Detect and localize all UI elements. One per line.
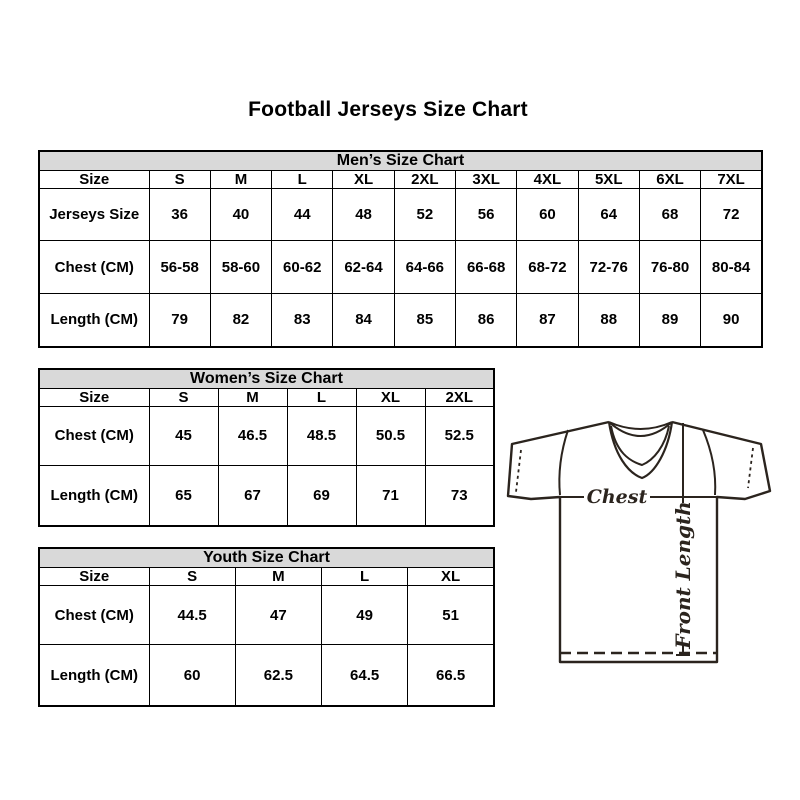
- table-row: [39, 586, 494, 645]
- value-cell: 45: [149, 407, 218, 466]
- value-cell: 66-68: [455, 241, 516, 293]
- value-cell: 47: [235, 586, 321, 645]
- size-column-header: 2XL: [394, 171, 455, 189]
- value-cell: 64: [578, 189, 639, 241]
- table-row: [39, 645, 494, 706]
- page-title: Football Jerseys Size Chart: [248, 98, 528, 121]
- value-cell: 64.5: [322, 645, 408, 706]
- value-cell: 44: [272, 189, 333, 241]
- row-label-cell: Length (CM): [39, 645, 149, 706]
- size-column-header: S: [149, 568, 235, 586]
- table-row: [39, 293, 762, 347]
- value-cell: 48: [333, 189, 394, 241]
- table-row: [39, 189, 762, 241]
- value-cell: 62.5: [235, 645, 321, 706]
- size-column-header: L: [272, 171, 333, 189]
- value-cell: 84: [333, 293, 394, 347]
- row-label-cell: Jerseys Size: [39, 189, 149, 241]
- value-cell: 73: [425, 465, 494, 526]
- value-cell: 50.5: [356, 407, 425, 466]
- value-cell: 80-84: [701, 241, 762, 293]
- value-cell: 52.5: [425, 407, 494, 466]
- value-cell: 48.5: [287, 407, 356, 466]
- row-label-cell: Chest (CM): [39, 407, 149, 466]
- value-cell: 87: [517, 293, 578, 347]
- value-cell: 58-60: [210, 241, 271, 293]
- row-label-cell: Chest (CM): [39, 241, 149, 293]
- row-label-cell: Chest (CM): [39, 586, 149, 645]
- mens-size-chart-table: [38, 150, 763, 348]
- value-cell: 60: [517, 189, 578, 241]
- table-title: Youth Size Chart: [39, 548, 494, 568]
- size-column-header: 4XL: [517, 171, 578, 189]
- chest-label: Chest: [586, 486, 648, 508]
- size-column-header: 2XL: [425, 389, 494, 407]
- value-cell: 49: [322, 586, 408, 645]
- size-column-header: 6XL: [639, 171, 700, 189]
- size-column-header: S: [149, 171, 210, 189]
- size-column-header: 3XL: [455, 171, 516, 189]
- size-column-header: L: [287, 389, 356, 407]
- youth-size-chart-table: [38, 547, 495, 707]
- size-column-header: XL: [356, 389, 425, 407]
- value-cell: 82: [210, 293, 271, 347]
- jersey-outline: [508, 422, 770, 662]
- size-column-header: L: [322, 568, 408, 586]
- value-cell: 60-62: [272, 241, 333, 293]
- size-column-header: 5XL: [578, 171, 639, 189]
- size-column-header: 7XL: [701, 171, 762, 189]
- size-column-header: XL: [333, 171, 394, 189]
- value-cell: 72: [701, 189, 762, 241]
- table-row: [39, 465, 494, 526]
- value-cell: 83: [272, 293, 333, 347]
- value-cell: 68: [639, 189, 700, 241]
- value-cell: 56-58: [149, 241, 210, 293]
- column-header-row: [39, 171, 762, 189]
- row-label-cell: Size: [39, 171, 149, 189]
- value-cell: 52: [394, 189, 455, 241]
- value-cell: 67: [218, 465, 287, 526]
- value-cell: 51: [408, 586, 494, 645]
- value-cell: 65: [149, 465, 218, 526]
- value-cell: 89: [639, 293, 700, 347]
- size-column-header: M: [235, 568, 321, 586]
- value-cell: 44.5: [149, 586, 235, 645]
- value-cell: 85: [394, 293, 455, 347]
- value-cell: 36: [149, 189, 210, 241]
- row-label-cell: Size: [39, 389, 149, 407]
- front-length-label: Front Length: [671, 501, 695, 649]
- value-cell: 60: [149, 645, 235, 706]
- left-cuff-stitch-line: [516, 450, 521, 492]
- size-column-header: XL: [408, 568, 494, 586]
- value-cell: 76-80: [639, 241, 700, 293]
- womens-size-chart-table: [38, 368, 495, 527]
- table-row: [39, 407, 494, 466]
- value-cell: 69: [287, 465, 356, 526]
- value-cell: 68-72: [517, 241, 578, 293]
- value-cell: 66.5: [408, 645, 494, 706]
- size-column-header: S: [149, 389, 218, 407]
- value-cell: 62-64: [333, 241, 394, 293]
- right-cuff-stitch-line: [748, 448, 753, 488]
- value-cell: 71: [356, 465, 425, 526]
- value-cell: 46.5: [218, 407, 287, 466]
- size-column-header: M: [218, 389, 287, 407]
- value-cell: 90: [701, 293, 762, 347]
- size-column-header: M: [210, 171, 271, 189]
- row-label-cell: Length (CM): [39, 293, 149, 347]
- left-armhole-seam: [559, 430, 568, 495]
- row-label-cell: Size: [39, 568, 149, 586]
- collar-outer-v: [609, 422, 672, 478]
- value-cell: 79: [149, 293, 210, 347]
- value-cell: 64-66: [394, 241, 455, 293]
- value-cell: 88: [578, 293, 639, 347]
- value-cell: 72-76: [578, 241, 639, 293]
- table-title: Men’s Size Chart: [39, 151, 762, 171]
- value-cell: 86: [455, 293, 516, 347]
- row-label-cell: Length (CM): [39, 465, 149, 526]
- column-header-row: [39, 389, 494, 407]
- column-header-row: [39, 568, 494, 586]
- table-row: [39, 241, 762, 293]
- jersey-measurement-diagram: [500, 403, 774, 688]
- right-armhole-seam: [703, 430, 715, 495]
- value-cell: 40: [210, 189, 271, 241]
- value-cell: 56: [455, 189, 516, 241]
- table-title: Women’s Size Chart: [39, 369, 494, 389]
